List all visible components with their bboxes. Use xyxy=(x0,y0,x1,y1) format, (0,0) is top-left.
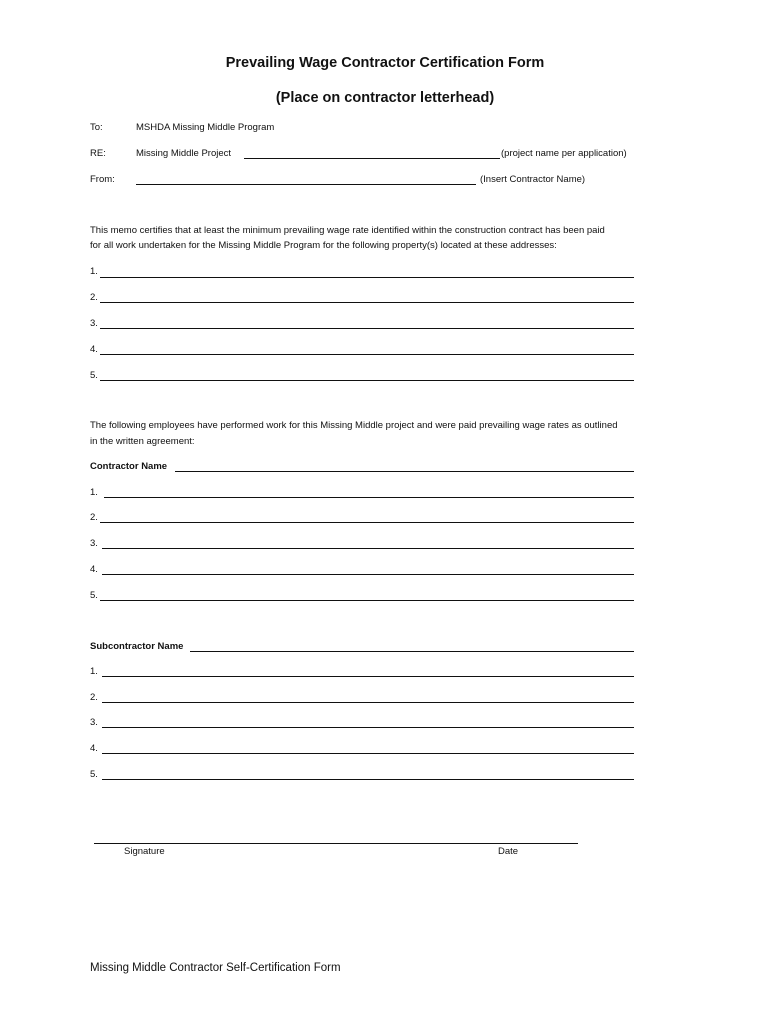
contractor-employee-number: 5. xyxy=(90,590,98,601)
employees-text-line-2: in the written agreement: xyxy=(90,436,195,447)
address-field-5[interactable] xyxy=(100,380,634,381)
subcontractor-employee-number: 3. xyxy=(90,717,98,728)
subcontractor-employee-field-2[interactable] xyxy=(102,702,634,703)
contractor-employee-number: 3. xyxy=(90,538,98,549)
contractor-name-label: Contractor Name xyxy=(90,461,168,472)
contractor-employee-field-1[interactable] xyxy=(104,497,634,498)
re-project-field[interactable] xyxy=(244,158,500,159)
address-field-2[interactable] xyxy=(100,302,634,303)
subcontractor-employee-field-1[interactable] xyxy=(102,676,634,677)
contractor-employee-field-2[interactable] xyxy=(100,522,634,523)
contractor-employee-number: 2. xyxy=(90,512,98,523)
subcontractor-employee-field-5[interactable] xyxy=(102,779,634,780)
address-number: 4. xyxy=(90,344,98,355)
contractor-employee-number: 4. xyxy=(90,564,98,575)
re-hint: (project name per application) xyxy=(501,148,627,159)
subcontractor-employee-field-3[interactable] xyxy=(102,727,634,728)
subcontractor-employee-number: 2. xyxy=(90,692,98,703)
to-label: To: xyxy=(90,122,103,133)
form-subtitle: (Place on contractor letterhead) xyxy=(275,90,495,106)
form-title: Prevailing Wage Contractor Certification Form xyxy=(225,55,545,71)
address-number: 1. xyxy=(90,266,98,277)
subcontractor-name-field[interactable] xyxy=(190,651,634,652)
address-field-1[interactable] xyxy=(100,277,634,278)
contractor-employee-number: 1. xyxy=(90,487,98,498)
address-field-4[interactable] xyxy=(100,354,634,355)
memo-text-line-2: for all work undertaken for the Missing Middle Program for the following property(s) located at these addresses: xyxy=(90,240,557,251)
from-hint: (Insert Contractor Name) xyxy=(480,174,586,185)
re-label: RE: xyxy=(90,148,106,159)
subcontractor-employee-number: 4. xyxy=(90,743,98,754)
subcontractor-name-label: Subcontractor Name xyxy=(90,641,184,652)
contractor-name-field[interactable] xyxy=(175,471,634,472)
contractor-employee-field-4[interactable] xyxy=(102,574,634,575)
subcontractor-employee-field-4[interactable] xyxy=(102,753,634,754)
re-value: Missing Middle Project xyxy=(136,148,232,159)
employees-text-line-1: The following employees have performed work for this Missing Middle project and were paid prevailing wage rates as outlined xyxy=(90,420,618,431)
from-label: From: xyxy=(90,174,115,185)
signature-date-field[interactable] xyxy=(94,843,578,844)
address-field-3[interactable] xyxy=(100,328,634,329)
signature-label: Signature xyxy=(124,846,165,857)
memo-text-line-1: This memo certifies that at least the minimum prevailing wage rate identified within the construction contract has been paid xyxy=(90,225,605,236)
contractor-employee-field-5[interactable] xyxy=(100,600,634,601)
subcontractor-employee-number: 1. xyxy=(90,666,98,677)
contractor-employee-field-3[interactable] xyxy=(102,548,634,549)
date-label: Date xyxy=(498,846,519,857)
address-number: 3. xyxy=(90,318,98,329)
from-contractor-field[interactable] xyxy=(136,184,476,185)
footer-text: Missing Middle Contractor Self-Certification Form xyxy=(90,962,341,974)
subcontractor-employee-number: 5. xyxy=(90,769,98,780)
address-number: 5. xyxy=(90,370,98,381)
address-number: 2. xyxy=(90,292,98,303)
to-value: MSHDA Missing Middle Program xyxy=(136,122,275,133)
